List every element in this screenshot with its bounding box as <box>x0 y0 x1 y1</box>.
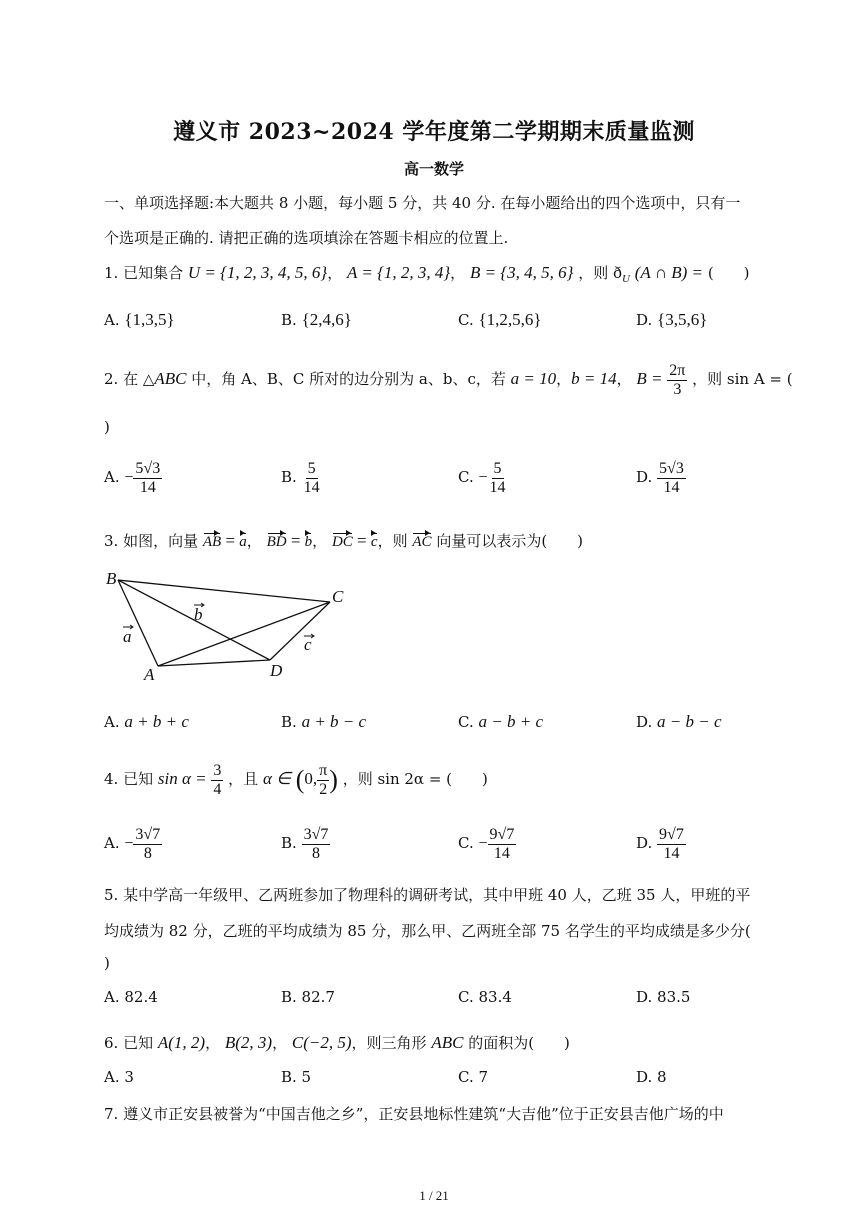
section-instructions-line2: 个选项是正确的. 请把正确的选项填涂在答题卡相应的位置上. <box>104 229 509 247</box>
q2-option-b: B. $\frac{5}{14}$ <box>281 460 320 496</box>
q3-vec-dc: DC <box>331 534 353 550</box>
segment-ba <box>118 580 158 666</box>
option-letter: C. <box>458 311 474 329</box>
q3-option-a: A. a + b + c <box>104 712 189 731</box>
q3-vec-ac: AC <box>412 534 432 550</box>
q6-ask1: ，则三角形 <box>351 1034 427 1052</box>
section-instructions-line1: 一、单项选择题:本大题共 8 小题，每小题 5 分，共 40 分. 在每小题给出的四个选项中，只有一 <box>104 194 741 212</box>
q1-option-d <box>636 310 707 330</box>
q1-paren: ( ) <box>707 264 750 282</box>
q3-figure <box>100 566 360 686</box>
option-value: {2,4,6} <box>301 310 352 329</box>
q1-option-c <box>458 310 542 330</box>
q6-point-b: B(2, 3) <box>224 1033 273 1052</box>
label-d: D <box>270 661 283 680</box>
q2-option-d: D. $\frac{5√3}{14}$ <box>636 460 684 496</box>
q4-alpha: α ∈ <box>262 769 291 789</box>
q3-option-c: C. a − b + c <box>458 712 543 731</box>
q3-vec-a: a <box>239 534 247 550</box>
q4-sin-fraction: $\frac{3}{4}$ <box>213 762 222 798</box>
label-c: C <box>332 587 344 606</box>
page-number: 1 / 21 <box>419 1188 449 1203</box>
question-4: 4. 已知 sin α = $\frac{3}{4}$ ，且 α ∈ (0, $\frac{\pi}{2}$ ) ，则 sin 2α = ( ) <box>104 762 488 798</box>
q1-set-u: U = {1, 2, 3, 4, 5, 6} <box>187 263 328 282</box>
option-letter: B. <box>281 311 297 329</box>
q4-option-c: C. − $\frac{9√7}{14}$ <box>458 826 515 862</box>
label-a: A <box>144 665 155 684</box>
segment-bc <box>118 580 330 602</box>
label-vec-c: c <box>304 635 312 654</box>
question-1: 1. 已知集合 U = {1, 2, 3, 4, 5, 6}， A = {1, 2, 3, 4}， B = {3, 4, 5, 6} ，则 $ð_U$ (A ∩ B) = ( ) <box>104 263 750 285</box>
q5-line3: ) <box>104 954 110 972</box>
segment-dc <box>270 602 330 660</box>
q1-set-b: B = {3, 4, 5, 6} <box>469 263 574 282</box>
q4-interval: 0, <box>304 769 318 789</box>
q2-text: 中，角 A、B、C 所对的边分别为 a、b、c，若 <box>186 370 511 389</box>
q3-vec-c: c <box>370 534 378 550</box>
q2-ask: ，则 sin A = ( <box>692 370 793 389</box>
q4-ask: ，则 sin 2α = ( ) <box>342 770 488 789</box>
q2-triangle: ABC <box>154 369 187 389</box>
q6-point-c: C(−2, 5) <box>291 1033 352 1052</box>
q5-line1: 5. 某中学高一年级甲、乙两班参加了物理科的调研考试，其中甲班 40 人，乙班 35 人，甲班的平 <box>104 886 751 904</box>
q3-vec-bd: BD <box>266 534 287 550</box>
label-vec-b: b <box>194 605 203 624</box>
q4-and: ，且 <box>228 770 259 789</box>
q4-option-d: D. $\frac{9√7}{14}$ <box>636 826 684 862</box>
q6-option-a: A. 3 <box>104 1068 134 1086</box>
q4-pi-half: $\frac{\pi}{2}$ <box>319 762 328 798</box>
q3-ask1: ，则 <box>377 532 408 550</box>
q6-ask2: 的面积为( ) <box>468 1034 570 1052</box>
segment-ac <box>158 602 330 666</box>
q5-option-c: C. 83.4 <box>458 988 512 1006</box>
page-title: 遵义市 2023~2024 学年度第二学期期末质量监测 <box>173 119 695 145</box>
q5-line2: 均成绩为 82 分，乙班的平均成绩为 85 分，那么甲、乙两班全部 75 名学生的平均成绩是多少分( <box>104 922 751 940</box>
q5-option-b: B. 82.7 <box>281 988 335 1006</box>
option-letter: A. <box>104 311 120 329</box>
q2-option-a: A. − $\frac{5√3}{14}$ <box>104 460 161 496</box>
q5-option-d: D. 83.5 <box>636 988 691 1006</box>
option-letter: D. <box>636 311 653 329</box>
q1-set-a: A = {1, 2, 3, 4} <box>347 263 451 282</box>
q1-ask: ，则 ð <box>578 264 622 282</box>
label-b: B <box>106 569 117 588</box>
q6-option-b: B. 5 <box>281 1068 312 1086</box>
q3-option-d: D. a − b − c <box>636 712 722 731</box>
q4-option-a: A. − $\frac{3√7}{8}$ <box>104 826 161 862</box>
q1-expr: (A ∩ B) = <box>634 263 704 282</box>
question-2: 2. 在 △ABC 中，角 A、B、C 所对的边分别为 a、b、c，若 a = 10，b = 14， B = $\frac{2\pi}{3}$ ，则 sin A = ( <box>104 362 793 398</box>
option-value: {1,2,5,6} <box>478 310 542 329</box>
question-6: 6. 已知 A(1, 2)， B(2, 3)， C(−2, 5)，则三角形 ABC 的面积为( ) <box>104 1033 570 1052</box>
q3-vec-b: b <box>304 534 313 550</box>
q5-option-a: A. 82.4 <box>104 988 158 1006</box>
q1-option-b <box>281 310 352 330</box>
q3-option-b: B. a + b − c <box>281 712 367 731</box>
q2-angle-b: B = <box>636 369 663 389</box>
q6-option-d: D. 8 <box>636 1068 667 1086</box>
segment-ad <box>158 660 270 666</box>
option-value: {3,5,6} <box>657 310 708 329</box>
q6-option-c: C. 7 <box>458 1068 489 1086</box>
q2-b: b = 14 <box>571 369 617 389</box>
page-subtitle: 高一数学 <box>403 160 464 178</box>
q2-a: a = 10 <box>510 369 557 389</box>
q3-vec-ab: AB <box>202 534 222 550</box>
q6-prefix: 6. 已知 <box>104 1034 154 1052</box>
option-value: {1,3,5} <box>124 310 175 329</box>
q1-prefix: 1. 已知集合 <box>104 264 184 282</box>
question-3: 3. 如图，向量 AB = a， BD = b， DC = c，则 AC 向量可以表示为( ) <box>104 531 584 550</box>
q2-prefix: 2. 在 △ <box>104 370 155 389</box>
q3-prefix: 3. 如图，向量 <box>104 532 199 550</box>
q1-sub: U <box>622 273 630 285</box>
q4-sin: sin α = <box>157 769 207 789</box>
q4-option-b: B. $\frac{3√7}{8}$ <box>281 826 329 862</box>
label-vec-a: a <box>123 627 132 646</box>
q1-option-a <box>104 310 175 330</box>
q2-option-c: C. − $\frac{5}{14}$ <box>458 460 506 496</box>
q7-line1: 7. 遵义市正安县被誉为“中国吉他之乡”，正安县地标性建筑“大吉他”位于正安县吉他广场的中 <box>104 1105 724 1123</box>
q6-point-a: A(1, 2) <box>157 1033 206 1052</box>
q4-prefix: 4. 已知 <box>104 770 154 789</box>
q3-ask2: 向量可以表示为( ) <box>436 532 584 550</box>
q2-close-paren: ) <box>104 418 110 436</box>
q6-triangle: ABC <box>431 1033 464 1052</box>
q2-angle-fraction: $\frac{2\pi}{3}$ <box>669 362 686 398</box>
